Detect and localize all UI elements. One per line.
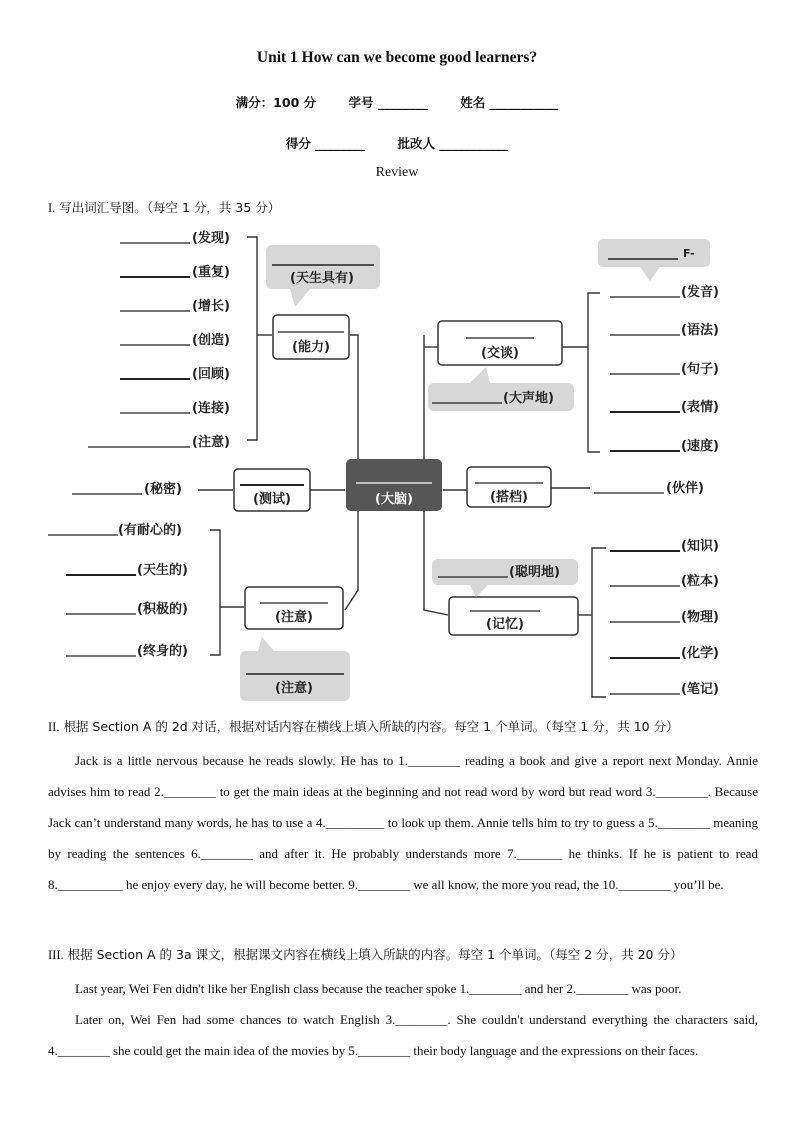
section-2-text: 根据 Section A 的 2d 对话，根据对话内容在横线上填入所缺的内容。每空 1 个单词。（每空 1 分，共 10 分） (63, 719, 679, 734)
speaking-item-2: (语法) (681, 323, 719, 338)
speaking-item-5: (速度) (681, 439, 719, 454)
passage-3 (48, 973, 758, 1066)
speaking-bubble-label: (大声地) (503, 391, 554, 406)
score-field[interactable]: 得分 ________ (285, 136, 366, 151)
attention-box-label: (注意) (275, 610, 313, 625)
ability-item-7: (注意) (192, 435, 230, 450)
test-box-label: (测试) (253, 492, 291, 507)
memory-item-2: (粒本) (681, 574, 719, 589)
speaking-items (610, 284, 719, 454)
passage-2 (48, 745, 758, 900)
review-heading: Review (375, 165, 419, 180)
info-line-2 (0, 134, 794, 152)
section-1-text: 写出词汇导图。（每空 1 分，共 35 分） (59, 200, 281, 215)
attention-items (48, 522, 188, 659)
grader-field[interactable]: 批改人 ___________ (397, 136, 509, 151)
ability-items (88, 230, 230, 450)
section-2-heading (48, 717, 679, 735)
test-item: (秘密) (144, 482, 182, 497)
section-3-text: 根据 Section A 的 3a 课文，根据课文内容在横线上填入所缺的内容。每空 1 个单词。（每空 2 分，共 20 分） (67, 947, 683, 962)
name-field[interactable]: 姓名 ___________ (460, 95, 559, 110)
full-marks: 满分：100 分 (235, 95, 317, 110)
memory-bubble-label: (聪明地) (509, 565, 560, 580)
vocabulary-mind-map (0, 215, 794, 705)
ability-bubble-label: (天生具有) (290, 271, 354, 286)
passage-3-paragraph-1: Last year, Wei Fen didn't like her English class because the teacher spoke 1.________ and her 2.________ was poor. (75, 981, 682, 996)
partner-box-label: (搭档) (490, 490, 528, 505)
ability-box-label: (能力) (292, 340, 330, 355)
section-1-number: I. (48, 201, 56, 215)
ability-item-1: (发现) (192, 231, 230, 246)
ability-item-4: (创造) (192, 333, 230, 348)
memory-item-1: (知识) (681, 539, 719, 554)
info-line-1 (0, 93, 794, 111)
passage-3-paragraph-2: Later on, Wei Fen had some chances to watch English 3.________. She couldn't understand everything the characters said, 4.________ she could get the main idea of the movies by 5.________ their body language and the expressions on their faces. (48, 1012, 758, 1058)
section-3-heading (48, 945, 683, 963)
attention-item-2: (天生的) (137, 563, 188, 578)
ability-item-6: (连接) (192, 401, 230, 416)
section-1-heading (48, 198, 280, 216)
attention-bubble-label: (注意) (275, 681, 313, 696)
attention-item-3: (积极的) (137, 602, 188, 617)
ability-item-5: (回顾) (192, 367, 230, 382)
section-2-number: II. (48, 720, 60, 734)
section-3-number: III. (48, 948, 64, 962)
passage-2-text: Jack is a little nervous because he reads slowly. He has to 1.________ reading a book and give a report next Monday. Annie advises him to read 2.________ to get the main ideas at the beginning and not read word by word but read word 3.________. Because Jack can’t understand many words, he has to use a 4._________ to look up them. Annie tells him to try to guess a 5.________ meaning by reading the sentences 6.________ and after it. He probably understands more 7._______ he thinks. If he is patient to read 8.__________ he enjoy every day, he will become better. 9.________ we all know, the more you read, the 10.________ you’ll be. (48, 753, 758, 892)
ability-item-3: (增长) (192, 299, 230, 314)
memory-item-4: (化学) (681, 646, 719, 661)
speaking-item-1: (发音) (681, 285, 719, 300)
speaking-item-4: (表情) (681, 400, 719, 415)
student-no-field[interactable]: 学号 ________ (348, 95, 428, 110)
attention-item-4: (终身的) (137, 644, 188, 659)
memory-box-label: (记忆) (486, 617, 524, 632)
speaking-item-3: (句子) (681, 362, 719, 377)
speaking-top-bubble-label: F- (683, 247, 695, 260)
partner-item: (伙伴) (666, 481, 704, 496)
memory-items (610, 538, 719, 697)
ability-item-2: (重复) (192, 265, 230, 280)
page-title: Unit 1 How can we become good learners? (256, 49, 538, 66)
memory-item-5: (笔记) (681, 682, 719, 697)
speaking-box-label: (交谈) (481, 346, 519, 361)
center-label: (大脑) (375, 492, 413, 507)
memory-item-3: (物理) (681, 610, 719, 625)
attention-item-1: (有耐心的) (118, 523, 182, 538)
